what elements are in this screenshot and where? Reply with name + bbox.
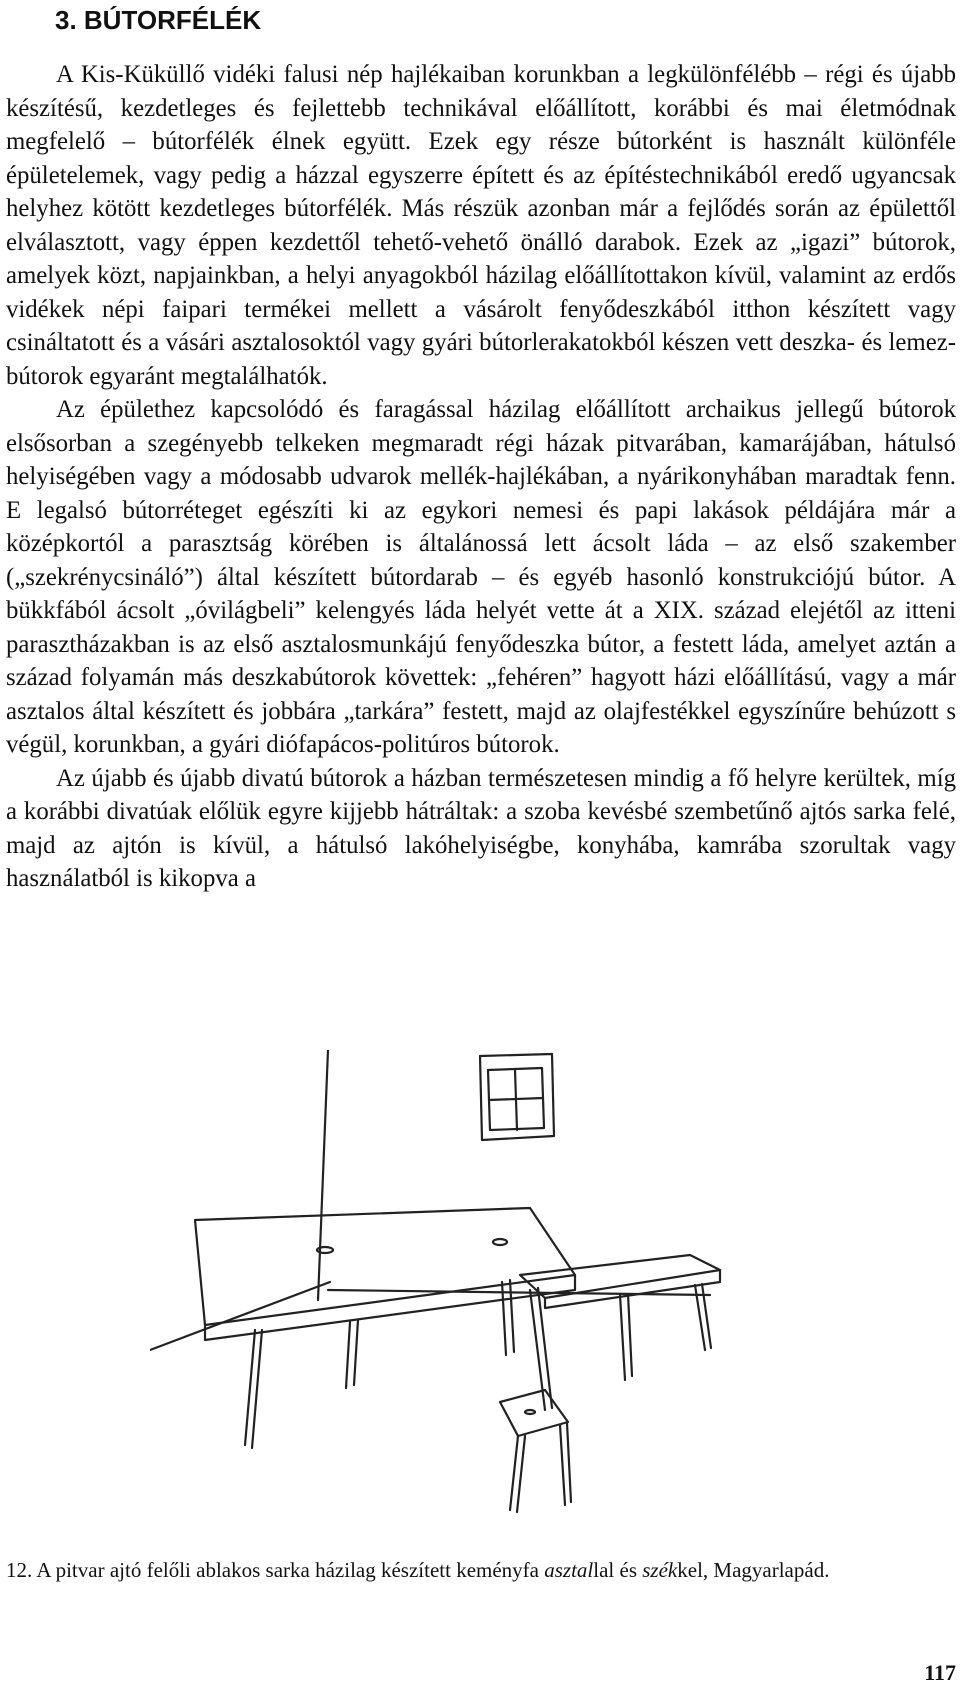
paragraph-3: Az újabb és újabb divatú bútorok a házban természetesen mindig a fő helyre kerültek, míg a korábbi divatúak előlük egyre kijjebb hátráltak: a szoba kevésbé szembetűnő ajtós sarka felé, majd az ajtón is kívül, a hátulsó lakóhelyiségbe, konyhába, kamrába szorultak vagy használatból is kikopva a <box>6 764 956 892</box>
furniture-illustration <box>150 1050 800 1520</box>
stool-drawing <box>500 1390 571 1512</box>
caption-italic-chair: szék <box>642 1558 678 1582</box>
wall-corner-line <box>318 1050 328 1300</box>
caption-number: 12. <box>6 1558 33 1582</box>
window-drawing <box>480 1054 554 1140</box>
caption-italic-table: asztal <box>544 1558 594 1582</box>
bench-drawing <box>520 1255 720 1380</box>
caption-text: A pitvar ajtó felőli ablakos sarka házilag készített keményfa <box>36 1558 545 1582</box>
body-text <box>6 58 956 896</box>
floor-line <box>150 1282 710 1350</box>
paragraph-1: A Kis-Küküllő vidéki falusi nép hajlékaiban korunkban a legkülönfélébb – régi és újabb készítésű, kezdetleges és fejlettebb technikával előállított, korábbi és mai életmódnak megfelelő – bútorfélék élnek együtt. Ezek egy része bútorként is használt különféle épületelemek, vagy pedig a házzal egyszerre épített és az építéstechnikából eredő ugyancsak helyhez kötött kezdetleges bútorfélék. Más részük azonban már a fejlődés során az épülettől elválasztott, vagy éppen kezdettől tehető-vehető önálló darabok. Ezek az „igazi” bútorok, amelyek közt, napjainkban, a helyi anyagokból házilag előállítottakon kívül, valamint az erdős vidékek népi faipari termékei mellett a vásárolt fenyődeszkából itthon készített vagy csináltatott és a vásári asztalosoktól vagy gyári bútorlerakatokból készen vett deszka- és lemez-bútorok egyaránt megtalálhatók. <box>6 61 956 390</box>
caption-text-3: kel, Magyarlapád. <box>677 1558 830 1582</box>
table-drawing <box>195 1208 575 1448</box>
figure-caption <box>6 1556 956 1585</box>
paragraph-2: Az épülethez kapcsolódó és faragással házilag előállított archaikus jellegű bútorok elsősorban a szegényebb telkeken megmaradt régi házak pitvarában, kamarájában, hátulsó helyiségében vagy a módosabb udvarok mellék-hajlékában, a nyárikonyhában maradtak fenn. E legalsó bútorréteget egészíti ki az egykori nemesi és papi lakások példájára már a középkortól a parasztság körében is általánossá lett ácsolt láda – az első szakember („szekrénycsináló”) által készített bútordarab – és egyéb hasonló konstrukciójú bútor. A bükkfából ácsolt „óvilágbeli” kelengyés láda helyét vette át a XIX. század elejétől az itteni parasztházakban is az első asztalosmunkájú fenyődeszka bútor, a festett láda, amelyet aztán a század folyamán más deszkabútorok követtek: „fehéren” hagyott házi előállítású, vagy a már asztalos által készített és jobbára „tarkára” festett, majd az olajfestékkel egyszínűre behúzott s végül, korunkban, a gyári diófapácos-politúros bútorok. <box>6 396 956 758</box>
page-number: 117 <box>924 1660 956 1685</box>
caption-text-2: lal és <box>593 1558 643 1582</box>
section-heading: 3. BÚTORFÉLÉK <box>55 5 262 35</box>
